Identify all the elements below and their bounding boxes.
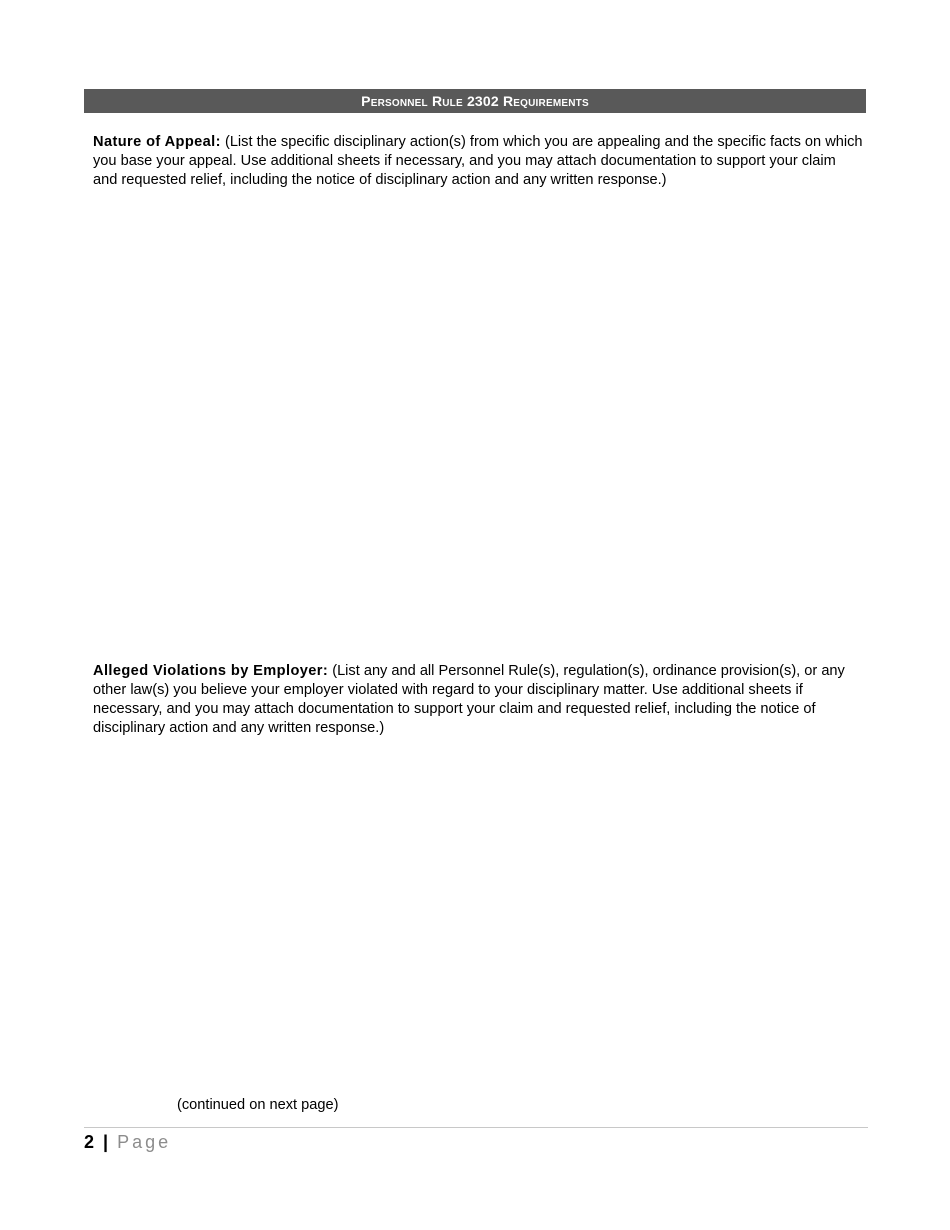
alleged-violations-label: Alleged Violations by Employer: <box>93 663 329 679</box>
page-footer <box>84 1131 171 1153</box>
nature-of-appeal-label: Nature of Appeal: <box>93 134 221 150</box>
alleged-violations-instructions: (List any and all Personnel Rule(s), regulation(s), ordinance provision(s), or any other law(s) you believe your employer violated with regard to your disciplinary matter. Use additional sheets if necessary, and you may attach documentation to support your claim and requested relief, including the notice of disciplinary action and any written response.) <box>93 663 845 736</box>
nature-of-appeal-instructions: (List the specific disciplinary action(s) from which you are appealing and the specific facts on which you base your appeal. Use additional sheets if necessary, and you may attach documentation to support your claim and requested relief, including the notice of disciplinary action and any written response.) <box>93 134 863 188</box>
alleged-violations-section <box>93 662 863 738</box>
footer-divider <box>84 1127 868 1128</box>
section-header-title: Personnel Rule 2302 Requirements <box>361 93 589 109</box>
continued-note: (continued on next page) <box>177 1097 339 1113</box>
footer-separator: | <box>103 1132 109 1152</box>
section-header <box>84 89 866 113</box>
page-word: Page <box>117 1132 172 1152</box>
page-number: 2 <box>84 1132 95 1152</box>
nature-of-appeal-section <box>93 133 863 190</box>
